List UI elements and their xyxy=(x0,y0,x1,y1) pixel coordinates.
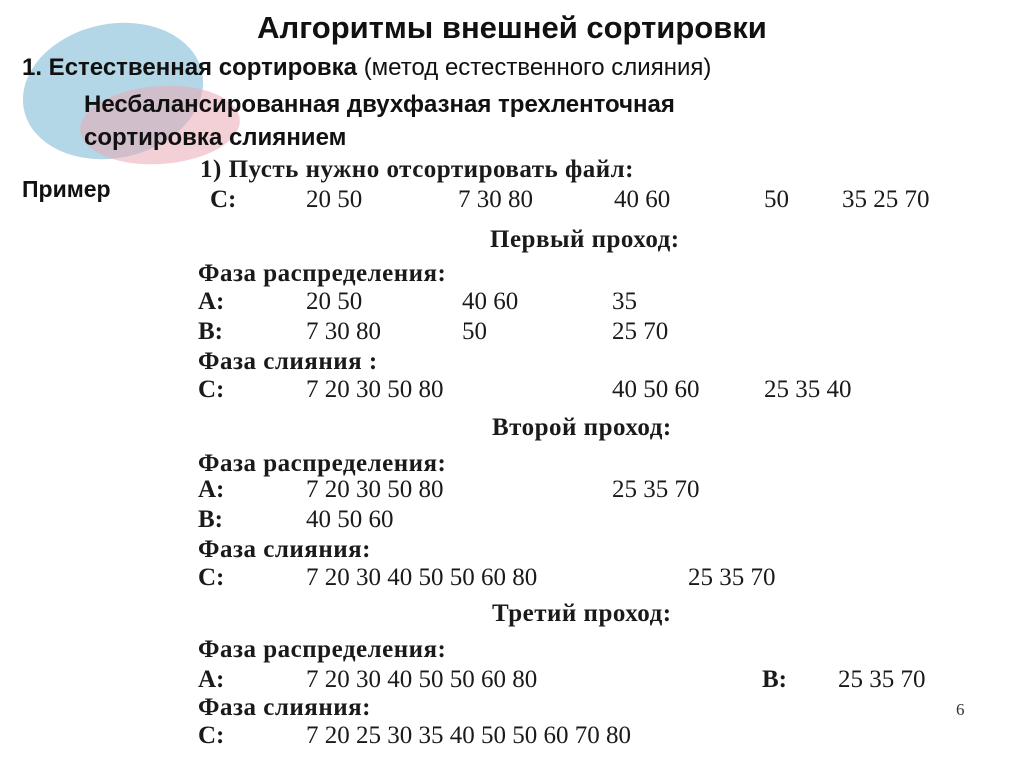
pass-1-c-run-3: 25 35 40 xyxy=(764,376,852,403)
pass-2-title: Второй проход: xyxy=(492,414,672,441)
pass-3-a-run-1: 7 20 30 40 50 50 60 80 xyxy=(306,666,538,693)
tape-label-c: С: xyxy=(198,376,225,403)
section-heading-note: (метод естественного слияния) xyxy=(363,54,712,81)
subheading-line-1: Несбалансированная двухфазная трехленточная xyxy=(84,91,675,118)
section-heading xyxy=(22,54,711,82)
pass-1-merge-label: Фаза слияния : xyxy=(198,348,378,375)
subheading-line-2: сортировка слиянием xyxy=(84,124,347,151)
pass-3-b-run-1: 25 35 70 xyxy=(838,666,926,693)
input-run-1: 20 50 xyxy=(306,186,363,213)
pass-1-b-run-3: 25 70 xyxy=(612,318,669,345)
pass-3-title: Третий проход: xyxy=(492,600,672,627)
input-run-4: 50 xyxy=(764,186,789,213)
tape-label-c: С: xyxy=(198,722,225,749)
tape-label-b: В: xyxy=(198,506,223,533)
tape-label-a: А: xyxy=(198,476,225,503)
input-run-2: 7 30 80 xyxy=(458,186,533,213)
pass-2-c-run-1: 7 20 30 40 50 50 60 80 xyxy=(306,564,538,591)
pass-3-distribution-label: Фаза распределения: xyxy=(198,636,447,663)
tape-label-c: С: xyxy=(198,564,225,591)
slide-title: Алгоритмы внешней сортировки xyxy=(257,10,767,45)
pass-3-c-run-1: 7 20 25 30 35 40 50 50 60 70 80 xyxy=(306,722,631,749)
pass-2-distribution-label: Фаза распределения: xyxy=(198,450,447,477)
pass-1-c-run-1: 7 20 30 50 80 xyxy=(306,376,444,403)
pass-2-a-run-2: 25 35 70 xyxy=(612,476,700,503)
pass-1-c-run-2: 40 50 60 xyxy=(612,376,700,403)
example-label: Пример xyxy=(22,176,111,202)
example-intro: 1) Пусть нужно отсортировать файл: xyxy=(200,156,635,183)
pass-2-merge-label: Фаза слияния: xyxy=(198,536,371,563)
pass-2-b-run-1: 40 50 60 xyxy=(306,506,394,533)
pass-1-distribution-label: Фаза распределения: xyxy=(198,260,447,287)
tape-label-c: С: xyxy=(210,186,237,213)
pass-1-a-run-1: 20 50 xyxy=(306,288,363,315)
pass-3-merge-label: Фаза слияния: xyxy=(198,694,371,721)
pass-2-a-run-1: 7 20 30 50 80 xyxy=(306,476,444,503)
pass-1-a-run-3: 35 xyxy=(612,288,637,315)
tape-label-b: В: xyxy=(762,666,787,693)
pass-2-c-run-2: 25 35 70 xyxy=(688,564,776,591)
tape-label-a: А: xyxy=(198,666,225,693)
input-run-5: 35 25 70 xyxy=(842,186,930,213)
pass-1-b-run-1: 7 30 80 xyxy=(306,318,381,345)
section-subheading xyxy=(84,88,675,154)
tape-label-b: В: xyxy=(198,318,223,345)
section-heading-bold: 1. Естественная сортировка xyxy=(22,54,358,81)
pass-1-a-run-2: 40 60 xyxy=(462,288,519,315)
tape-label-a: А: xyxy=(198,288,225,315)
page-number: 6 xyxy=(956,700,965,719)
pass-1-title: Первый проход: xyxy=(490,226,680,253)
input-run-3: 40 60 xyxy=(614,186,671,213)
pass-1-b-run-2: 50 xyxy=(462,318,487,345)
